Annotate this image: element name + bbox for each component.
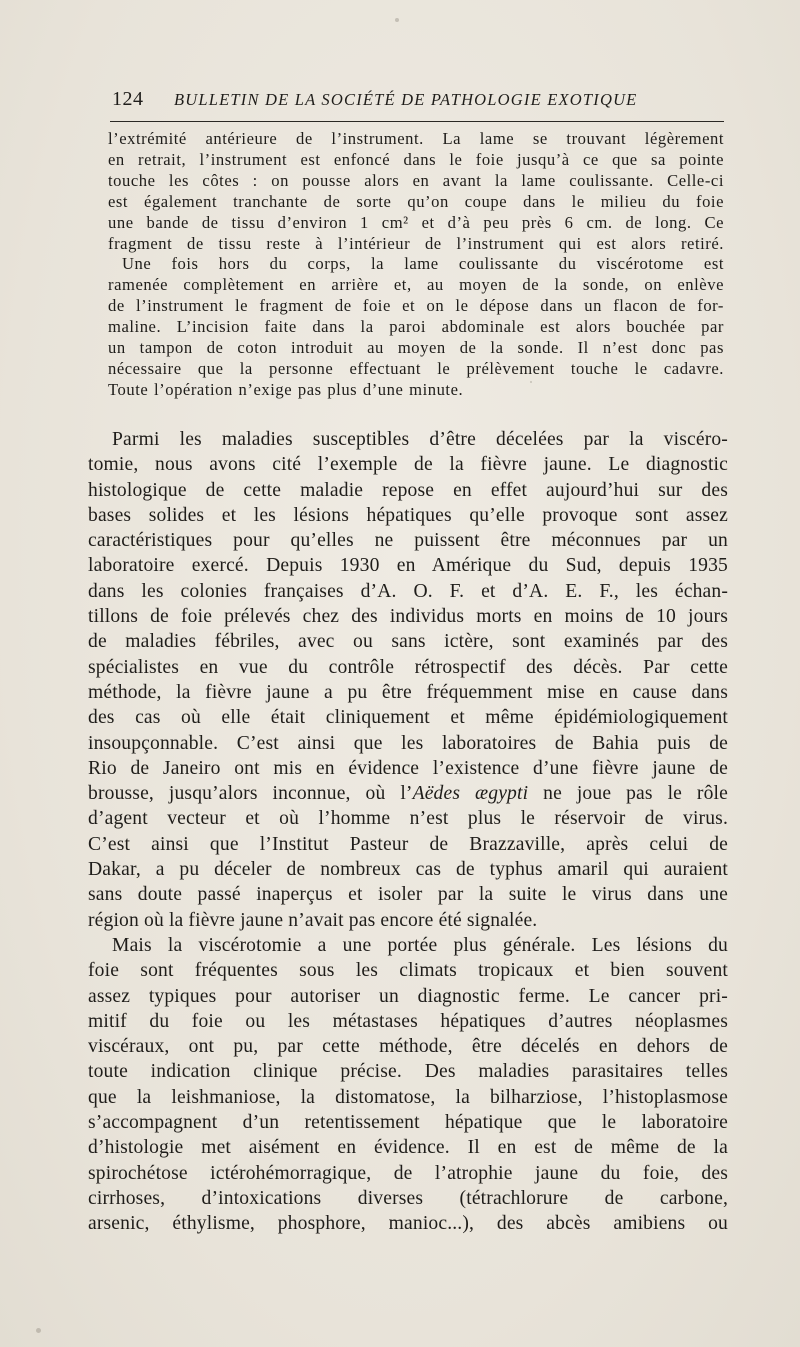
text-line: de l’instrument le fragment de foie et on le dépose dans un flacon de for- [108, 296, 724, 316]
text-line: s’accompagnent d’un retentissement hépatique que le laboratoire [88, 1112, 728, 1134]
text-line: Rio de Janeiro ont mis en évidence l’existence d’une fièvre jaune de [88, 757, 728, 779]
text-line: fragment de tissu reste à l’intérieur de l’instrument qui est alors retiré. [108, 233, 724, 253]
text-line: en retrait, l’instrument est enfoncé dans le foie jusqu’à ce que sa pointe [108, 149, 724, 169]
text-line: une bande de tissu d’environ 1 cm² et d’à peu près 6 cm. de long. Ce [108, 212, 724, 232]
text-line: touche les côtes : on pousse alors en avant la lame coulissante. Celle-ci [108, 170, 724, 190]
text-line: un tampon de coton introduit au moyen de la sonde. Il n’est donc pas [108, 338, 724, 358]
text-line: bases solides et les lésions hépatiques qu’elle provoque sont assez [88, 504, 728, 526]
text-line: viscéraux, ont pu, par cette méthode, être décelés en dehors de [88, 1036, 728, 1058]
text-line: que la leishmaniose, la distomatose, la bilharziose, l’histoplasmose [88, 1086, 728, 1108]
text-line: assez typiques pour autoriser un diagnostic ferme. Le cancer pri- [88, 985, 728, 1007]
paper-speck [395, 18, 399, 22]
text-line: est également tranchante de sorte qu’on coupe dans le milieu du foie [108, 191, 724, 211]
text-line: sans doute passé inaperçus et isoler par la suite le virus dans une [88, 884, 728, 906]
text-line: méthode, la fièvre jaune a pu être fréquemment mise en cause dans [88, 681, 728, 703]
text-line: foie sont fréquentes sous les climats tropicaux et bien souvent [88, 960, 728, 982]
text-line: C’est ainsi que l’Institut Pasteur de Brazzaville, après celui de [88, 833, 728, 855]
text-line: ramenée complètement en arrière et, au moyen de la sonde, on enlève [108, 275, 724, 295]
text-line: toute indication clinique précise. Des maladies parasitaires telles [88, 1061, 728, 1083]
text-line: tomie, nous avons cité l’exemple de la fièvre jaune. Le diagnostic [88, 454, 728, 476]
text-line: de maladies fébriles, avec ou sans ictère, sont examinés par des [88, 631, 728, 653]
text-line: histologique de cette maladie repose en effet aujourd’hui sur des [88, 479, 728, 501]
text-segment: brousse, jusqu’alors inconnue, où l’ [88, 783, 413, 805]
text-segment: ne joue pas le rôle [528, 783, 728, 805]
text-line: caractéristiques pour qu’elles ne puissent être méconnues par un [88, 530, 728, 552]
text-line: dans les colonies françaises d’A. O. F. et d’A. E. F., les échan- [88, 580, 728, 602]
species-name: Aëdes ægypti [412, 783, 529, 805]
small-print-paragraphs [108, 129, 724, 401]
text-line: insoupçonnable. C’est ainsi que les laboratoires de Bahia puis de [88, 732, 728, 754]
text-line: Dakar, a pu déceler de nombreux cas de typhus amaril qui auraient [88, 859, 728, 881]
text-line: nécessaire que la personne effectuant le prélèvement touche le cadavre. [108, 358, 724, 378]
text-line: arsenic, éthylisme, phosphore, manioc...), des abcès amibiens ou [88, 1213, 728, 1235]
text-line: d’histologie met aisément en évidence. Il en est de même de la [88, 1137, 728, 1159]
text-line: laboratoire exercé. Depuis 1930 en Amérique du Sud, depuis 1935 [88, 555, 728, 577]
text-line: région où la fièvre jaune n’avait pas encore été signalée. [88, 909, 538, 931]
text-line: mitif du foie ou les métastases hépatiques d’autres néoplasmes [88, 1010, 728, 1032]
header-rule [110, 121, 724, 122]
page-number: 124 [112, 88, 144, 110]
paper-speck [36, 1328, 41, 1333]
paper-speck [530, 381, 532, 383]
running-title: BULLETIN DE LA SOCIÉTÉ DE PATHOLOGIE EXOTIQUE [174, 90, 638, 109]
text-line: Toute l’opération n’exige pas plus d’une minute. [108, 379, 464, 399]
text-line: des cas où elle était cliniquement et même épidémiologiquement [88, 707, 728, 729]
text-line: d’agent vecteur et où l’homme n’est plus le réservoir de virus. [88, 808, 728, 830]
text-line: Parmi les maladies susceptibles d’être décelées par la viscéro- [112, 429, 728, 450]
text-line: cirrhoses, d’intoxications diverses (tétrachlorure de carbone, [88, 1187, 728, 1209]
text-line: Mais la viscérotomie a une portée plus générale. Les lésions du [112, 934, 728, 956]
text-line [88, 781, 728, 806]
page-header [112, 88, 724, 118]
text-line: spécialistes en vue du contrôle rétrospectif des décès. Par cette [88, 656, 728, 678]
text-line: tillons de foie prélevés chez des individus morts en moins de 10 jours [88, 606, 728, 628]
text-line: l’extrémité antérieure de l’instrument. La lame se trouvant légèrement [108, 129, 724, 148]
text-line: spirochétose ictérohémorragique, de l’atrophie jaune du foie, des [88, 1162, 728, 1184]
text-line: Une fois hors du corps, la lame coulissante du viscérotome est [122, 254, 724, 274]
text-line: maline. L’incision faite dans la paroi abdominale est alors bouchée par [108, 317, 724, 337]
body-paragraphs [88, 427, 728, 1237]
